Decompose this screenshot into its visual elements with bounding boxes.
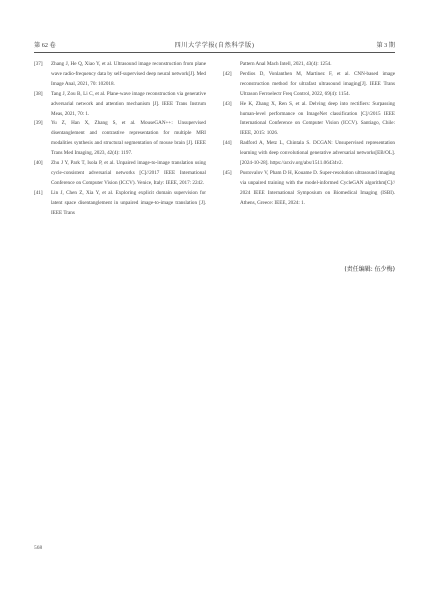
ref-text: Pustovalov V, Pham D H, Kouame D. Super-resolution ultrasound imaging via unpaired training with the model-informed CycleGAN algorithm[C]// 2024 IEEE International Symposium on Biomedical Imaging (ISBI). Athens, Greece: IEEE, 2024: 1. [240, 169, 395, 206]
reference-41-continued [223, 60, 395, 70]
responsible-editor: (责任编辑: 伍少梅) [344, 266, 395, 273]
reference-38 [34, 90, 206, 120]
reference-40 [34, 159, 206, 189]
ref-number: [39] [34, 120, 43, 127]
ref-number: [37] [34, 61, 43, 67]
reference-41 [34, 189, 206, 219]
ref-number: [44] [223, 140, 232, 147]
ref-text: He K, Zhang X, Ren S, et al. Delving deep into rectifiers: Surpassing human-level performance on ImageNet classification [C]//2015 IEEE International Conference on Computer Vision (ICCV). Santiago, Chile: IEEE, 2015: 1026. [240, 100, 395, 137]
ref-text: Zhu J Y, Park T, Isola P, et al. Unpaired image-to-image translation using cycle-consistent adversarial networks [C]//2017 IEEE International Conference on Computer Vision (ICCV). Venice, Italy: IEEE, 2017: 2242. [51, 160, 206, 186]
ref-text: Tang J, Zou B, Li C, et al. Plane-wave image reconstruction via generative adversarial network and attention mechanism [J]. IEEE Trans Instrum Meas, 2021, 70: 1. [51, 90, 206, 117]
volume-label: 第 62 卷 [34, 42, 56, 49]
header-rule [34, 52, 395, 53]
reference-44 [223, 139, 395, 169]
reference-45 [223, 169, 395, 209]
reference-39 [34, 119, 206, 159]
journal-title: 四川大学学报(自然科学版) [174, 42, 255, 49]
ref-text: Radford A, Metz L, Chintala S. DCGAN: Unsupervised representation learning with deep convolutional generative adversarial networks[EB/OL]. [2024-10-28]. https://arxiv.org/abs/1511.06434v2. [240, 140, 395, 167]
ref-number: [45] [223, 169, 232, 176]
ref-number: [43] [223, 100, 232, 107]
ref-text: Lin J, Chen Z, Xia Y, et al. Exploring explicit domain supervision for latent space disentanglement in unpaired image-to-image translation [J]. IEEE Trans [51, 189, 206, 216]
ref-number: [41] [34, 189, 43, 196]
reference-42 [223, 70, 395, 100]
page-number: 568 [34, 545, 43, 551]
references-right-column [223, 60, 395, 209]
references-left-column [34, 60, 206, 219]
reference-37 [34, 60, 206, 90]
issue-label: 第 3 期 [376, 42, 395, 49]
ref-text: Zhang J, He Q, Xiao Y, et al. Ultrasound image reconstruction from plane wave radio-frequency data by self-supervised deep neural network[J]. Med Image Anal, 2021, 70: 102018. [51, 61, 206, 87]
ref-number: [40] [34, 160, 43, 167]
ref-text: Pattern Anal Mach Intell, 2021, 43(4): 1254. [240, 61, 332, 67]
ref-text: Yu Z, Han X, Zhang S, et al. MouseGAN++: Unsupervised disentanglement and contrastive representation for multiple MRI modalities synthesis and structural segmentation of mouse brain [J]. IEEE Trans Med Imaging, 2023, 42(4): 1197. [51, 120, 206, 157]
ref-number [223, 60, 240, 70]
ref-number: [42] [223, 70, 232, 77]
running-header [34, 40, 395, 52]
ref-text: Perdios D, Vonlanthen M, Martinez F, et al. CNN-based image reconstruction method for ultrafast ultrasound imaging[J]. IEEE Trans Ultrason Ferroelectr Freq Control, 2022, 69(4): 1154. [240, 70, 395, 97]
reference-43 [223, 100, 395, 140]
ref-number: [38] [34, 90, 43, 97]
